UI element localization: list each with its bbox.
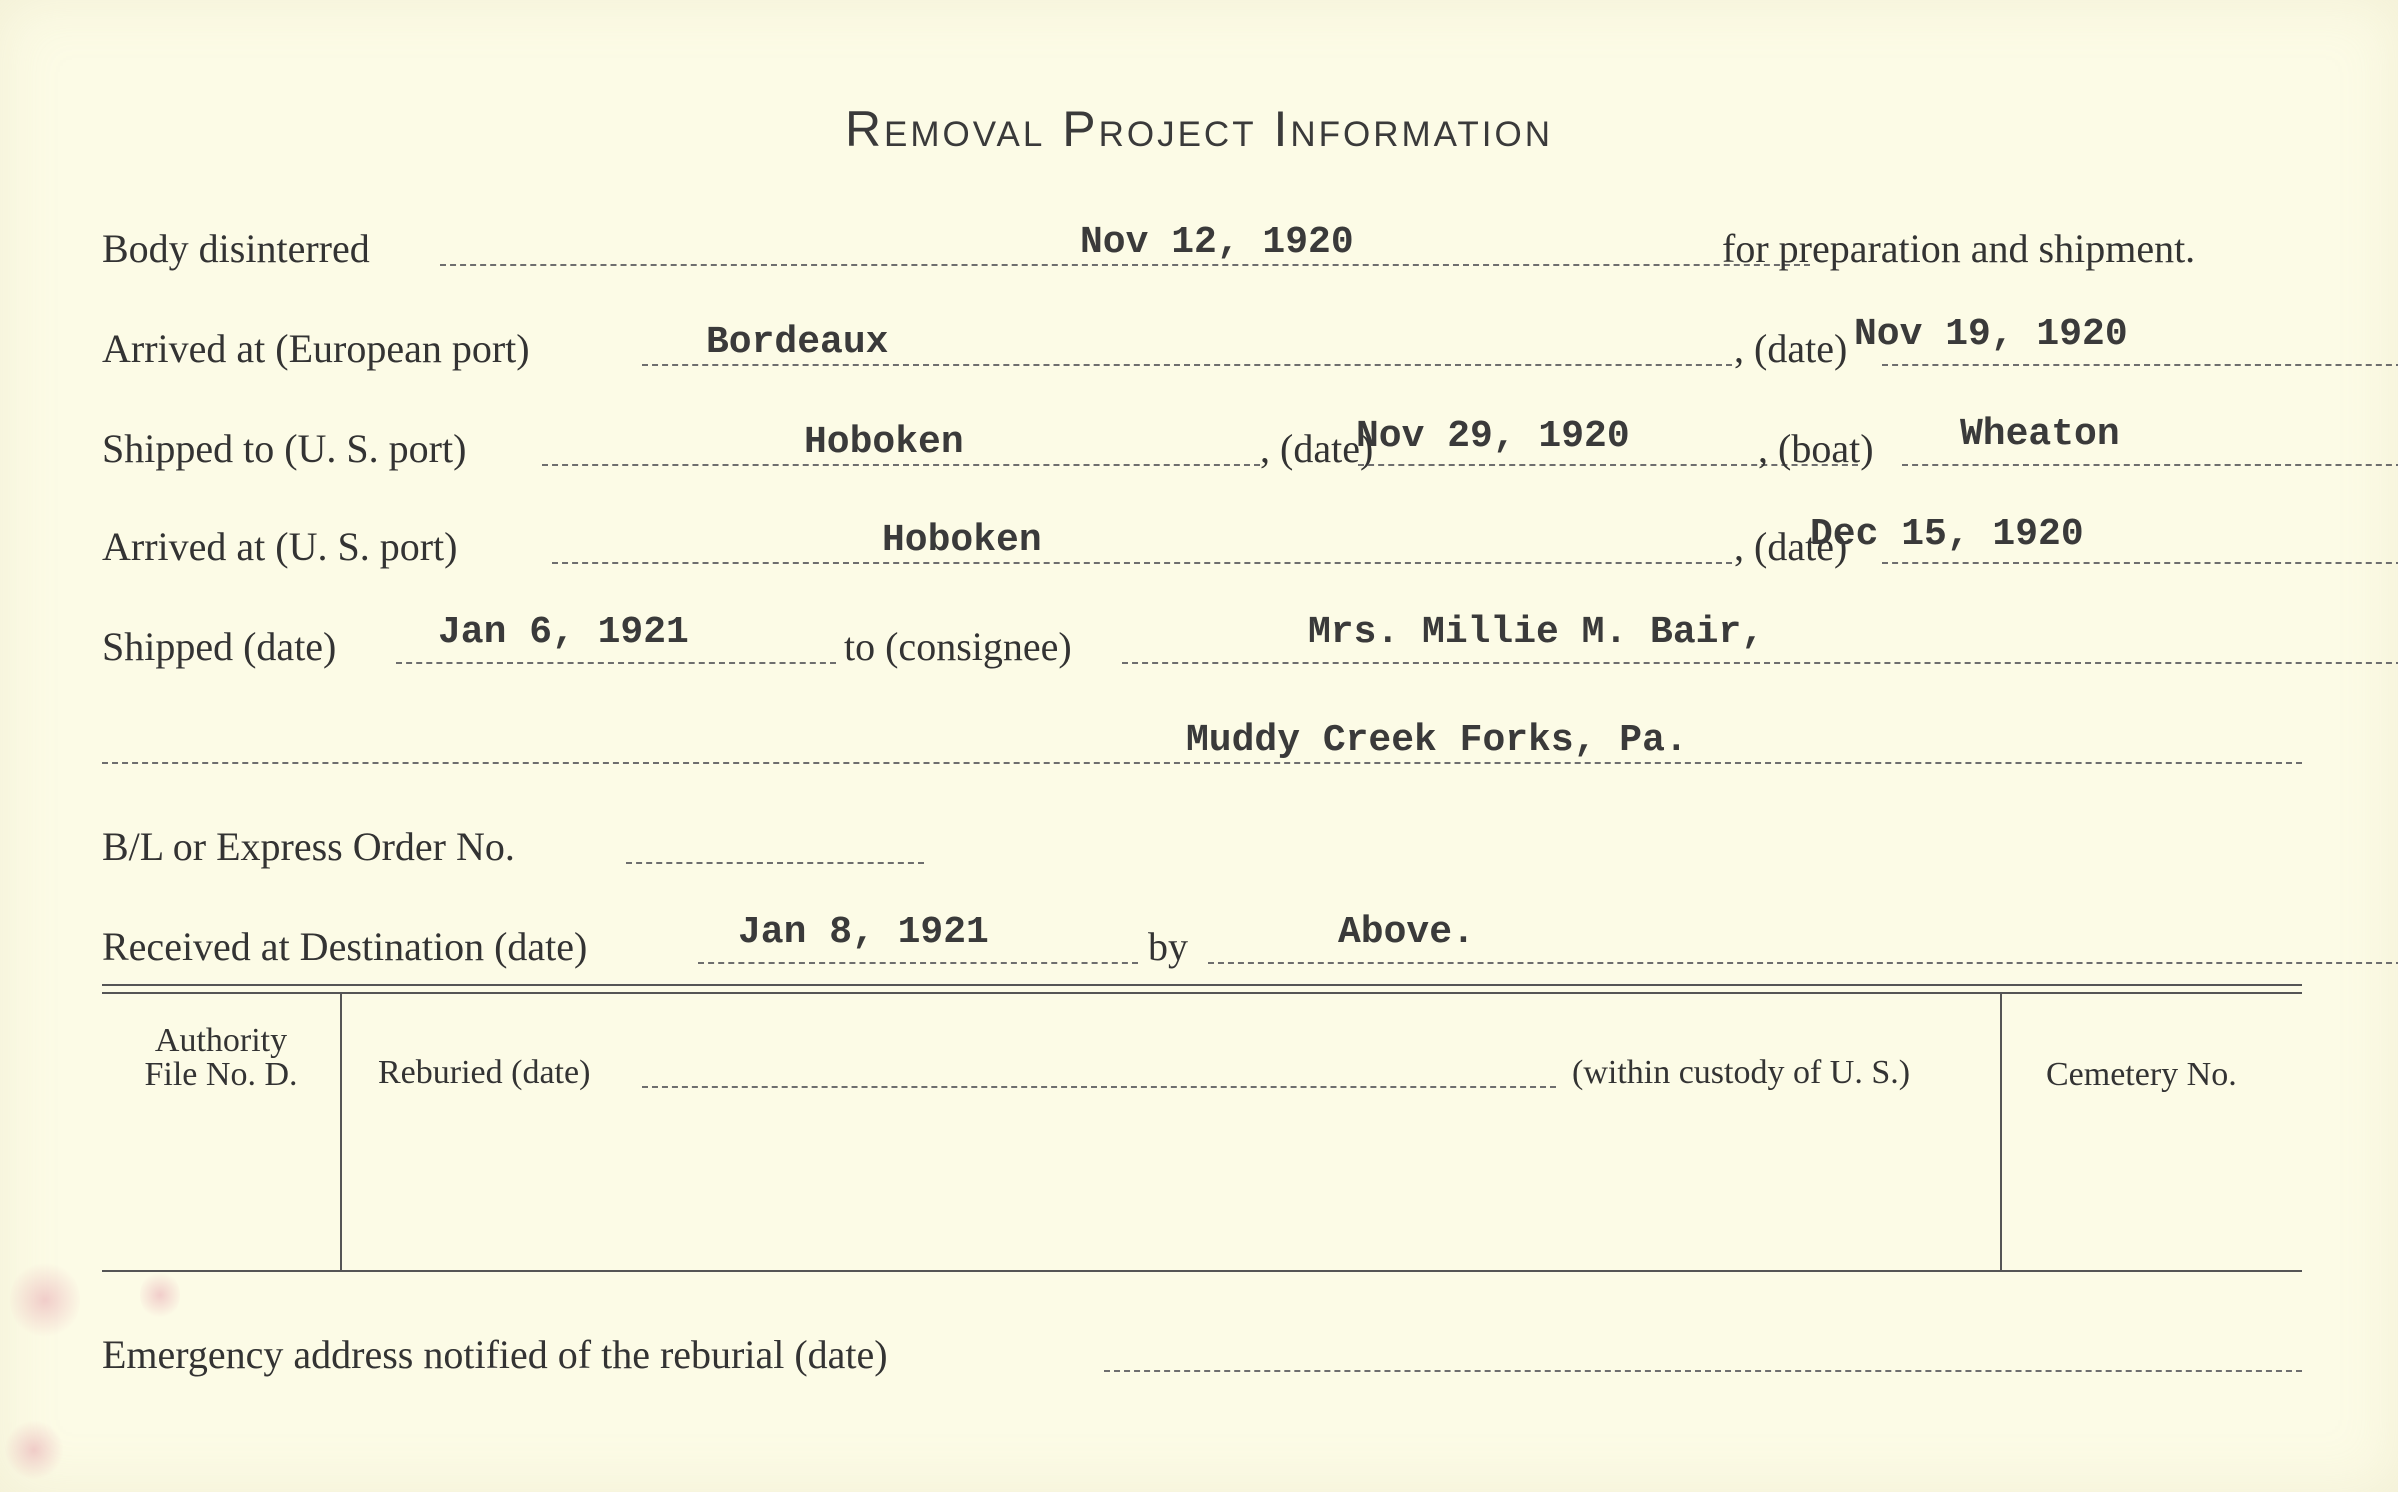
shipped-us-date-value: Nov 29, 1920 bbox=[1356, 415, 1630, 458]
row-arrived-us bbox=[102, 510, 2302, 580]
arrived-european-label: Arrived at (European port) bbox=[102, 326, 530, 371]
consignee-label: to (consignee) bbox=[844, 624, 1072, 669]
reburied-line bbox=[642, 1086, 1556, 1088]
consignee-value: Mrs. Millie M. Bair, bbox=[1308, 611, 1765, 654]
received-by-value: Above. bbox=[1338, 911, 1475, 954]
table-bottom-rule bbox=[102, 1270, 2302, 1272]
row-received bbox=[102, 910, 2302, 980]
arrived-us-date-label: , (date) bbox=[1734, 524, 1848, 569]
shipped-us-label: Shipped to (U. S. port) bbox=[102, 426, 467, 471]
received-by-label: by bbox=[1148, 924, 1188, 969]
shipped-date-value: Jan 6, 1921 bbox=[438, 611, 689, 654]
shipped-date-line bbox=[396, 662, 836, 664]
row-bl bbox=[102, 810, 2302, 880]
row-body-disinterred bbox=[102, 212, 2302, 282]
arrived-european-date-value: Nov 19, 1920 bbox=[1854, 313, 2128, 356]
ink-smudge bbox=[140, 1270, 180, 1320]
shipped-date-label: Shipped (date) bbox=[102, 624, 337, 669]
address-line bbox=[102, 762, 2302, 764]
arrived-us-label: Arrived at (U. S. port) bbox=[102, 524, 458, 569]
table-divider-left bbox=[340, 994, 342, 1270]
emergency-line bbox=[1104, 1370, 2302, 1372]
body-disinterred-value: Nov 12, 1920 bbox=[1080, 221, 1354, 264]
consignee-line bbox=[1122, 662, 2398, 664]
row-shipped-us bbox=[102, 412, 2302, 482]
body-disinterred-label: Body disinterred bbox=[102, 226, 370, 271]
arrived-european-date-line bbox=[1882, 364, 2398, 366]
arrived-us-port-line bbox=[552, 562, 1732, 564]
received-date-line bbox=[698, 962, 1138, 964]
bl-line bbox=[626, 862, 924, 864]
shipped-us-boat-value: Wheaton bbox=[1960, 413, 2120, 456]
bl-label: B/L or Express Order No. bbox=[102, 824, 515, 869]
body-disinterred-line bbox=[440, 264, 1810, 266]
shipped-us-port-value: Hoboken bbox=[804, 421, 964, 464]
received-by-line bbox=[1208, 962, 2398, 964]
ink-smudge bbox=[10, 1260, 80, 1340]
shipped-us-boat-line bbox=[1902, 464, 2398, 466]
custody-label: (within custody of U. S.) bbox=[1572, 1054, 1911, 1091]
emergency-label: Emergency address notified of the reburial (date) bbox=[102, 1332, 888, 1377]
ink-smudge bbox=[4, 1420, 64, 1480]
arrived-us-date-line bbox=[1882, 562, 2398, 564]
authority-cell bbox=[102, 1024, 340, 1092]
page-title: Removal Project Information bbox=[844, 101, 1554, 157]
arrived-us-port-value: Hoboken bbox=[882, 519, 1042, 562]
shipped-us-port-line bbox=[542, 464, 1260, 466]
body-disinterred-suffix: for preparation and shipment. bbox=[1722, 226, 2196, 271]
table-top-rule bbox=[102, 984, 2302, 994]
shipped-us-boat-label: , (boat) bbox=[1758, 426, 1874, 471]
arrived-european-date-label: , (date) bbox=[1734, 326, 1848, 371]
consignee-address-value: Muddy Creek Forks, Pa. bbox=[1186, 719, 1688, 762]
reburied-label: Reburied (date) bbox=[378, 1054, 591, 1091]
arrived-us-date-value: Dec 15, 1920 bbox=[1810, 513, 2084, 556]
authority-line2: File No. D. bbox=[144, 1056, 298, 1093]
row-emergency bbox=[102, 1318, 2302, 1388]
row-consignee-address bbox=[102, 710, 2302, 780]
cemetery-label: Cemetery No. bbox=[2046, 1056, 2237, 1093]
shipped-us-date-label: , (date) bbox=[1260, 426, 1374, 471]
arrived-european-port-value: Bordeaux bbox=[706, 321, 889, 364]
received-label: Received at Destination (date) bbox=[102, 924, 588, 969]
table-divider-right bbox=[2000, 994, 2002, 1270]
arrived-european-port-line bbox=[642, 364, 1732, 366]
authority-line1: Authority bbox=[154, 1022, 288, 1059]
row-shipped bbox=[102, 610, 2302, 680]
row-arrived-european bbox=[102, 312, 2302, 382]
received-date-value: Jan 8, 1921 bbox=[738, 911, 989, 954]
